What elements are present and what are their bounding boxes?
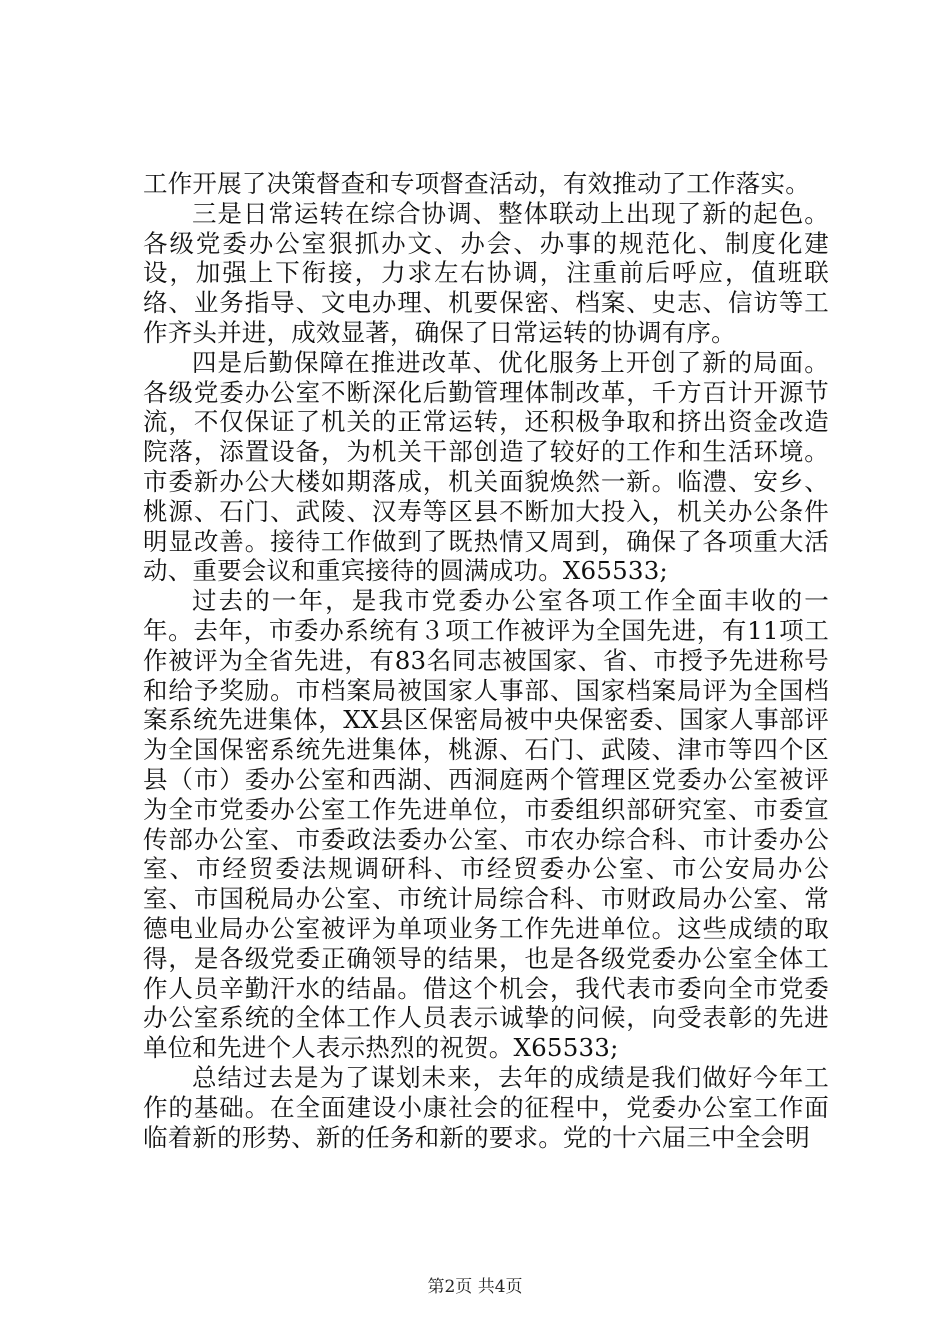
paragraph-5: 总结过去是为了谋划未来，去年的成绩是我们做好今年工作的基础。在全面建设小康社会的征程中，党委办公室工作面临着新的形势、新的任务和新的要求。党的十六届三中全会明 (143, 1062, 829, 1152)
paragraph-3: 四是后勤保障在推进改革、优化服务上开创了新的局面。各级党委办公室不断深化后勤管理体制改革，千方百计开源节流，不仅保证了机关的正常运转，还积极争取和挤出资金改造院落，添置设备，为机关干部创造了较好的工作和生活环境。市委新办公大楼如期落成，机关面貌焕然一新。临澧、安乡、桃源、石门、武陵、汉寿等区县不断加大投入，机关办公条件明显改善。接待工作做到了既热情又周到，确保了各项重大活动、重要会议和重宾接待的圆满成功。X65533; (143, 347, 829, 586)
paragraph-1: 工作开展了决策督查和专项督查活动，有效推动了工作落实。 (143, 169, 810, 198)
paragraph-4: 过去的一年，是我市党委办公室各项工作全面丰收的一年。去年，市委办系统有３项工作被评为全国先进，有11项工作被评为全省先进，有83名同志被国家、省、市授予先进称号和给予奖励。市档案局被国家人事部、国家档案局评为全国档案系统先进集体，XX县区保密局被中央保密委、国家人事部评为全国保密系统先进集体，桃源、石门、武陵、津市等四个区县（市）委办公室和西湖、西洞庭两个管理区党委办公室被评为全市党委办公室工作先进单位，市委组织部研究室、市委宣传部办公室、市委政法委办公室、市农办综合科、市计委办公室、市经贸委法规调研科、市经贸委办公室、市公安局办公室、市国税局办公室、市统计局综合科、市财政局办公室、常德电业局办公室被评为单项业务工作先进单位。这些成绩的取得，是各级党委正确领导的结果，也是各级党委办公室全体工作人员辛勤汗水的结晶。借这个机会，我代表市委向全市党委办公室系统的全体工作人员表示诚挚的问候，向受表彰的先进单位和先进个人表示热烈的祝贺。X65533; (143, 586, 829, 1063)
paragraph-2: 三是日常运转在综合协调、整体联动上出现了新的起色。各级党委办公室狠抓办文、办会、办事的规范化、制度化建设，加强上下衔接，力求左右协调，注重前后呼应，值班联络、业务指导、文电办理、机要保密、档案、史志、信访等工作齐头并进，成效显著，确保了日常运转的协调有序。 (143, 198, 829, 347)
page-number-footer: 第2页 共4页 (427, 1277, 523, 1297)
document-body (143, 169, 829, 1152)
